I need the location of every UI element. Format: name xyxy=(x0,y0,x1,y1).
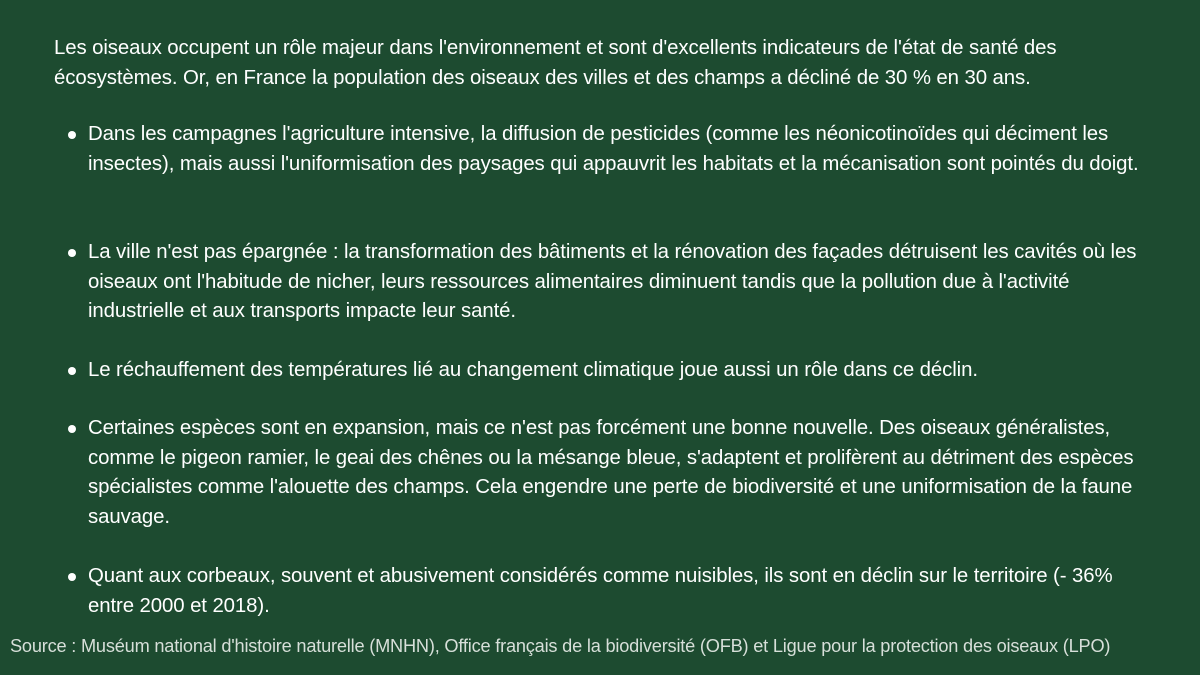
bullet-text: Dans les campagnes l'agriculture intensive, la diffusion de pesticides (comme les néonicotinoïdes qui déciment les insectes), mais aussi l'uniformisation des paysages qui appauvrit les habitats et la mécanisation sont pointés du doigt. xyxy=(88,123,1139,175)
bullet-dot-icon xyxy=(68,573,76,581)
bullet-dot-icon xyxy=(68,367,76,375)
bullet-item-countryside xyxy=(88,120,1163,179)
bullet-dot-icon xyxy=(68,249,76,257)
bullet-text: Quant aux corbeaux, souvent et abusivement considérés comme nuisibles, ils sont en déclin sur le territoire (- 36% entre 2000 et 2018). xyxy=(88,565,1113,617)
intro-paragraph: Les oiseaux occupent un rôle majeur dans l'environnement et sont d'excellents indicateurs de l'état de santé des écosystèmes. Or, en France la population des oiseaux des villes et des champs a décliné de 30 % en 30 ans. xyxy=(54,37,1057,89)
bullet-text: Le réchauffement des températures lié au changement climatique joue aussi un rôle dans ce déclin. xyxy=(88,359,978,381)
bullet-text: La ville n'est pas épargnée : la transformation des bâtiments et la rénovation des façades détruisent les cavités où les oiseaux ont l'habitude de nicher, leurs ressources alimentaires diminuent tandis que la pollution due à l'activité industrielle et aux transports impacte leur santé. xyxy=(88,241,1137,322)
bullet-dot-icon xyxy=(68,425,76,433)
bullet-item-climate xyxy=(88,356,1163,386)
bullet-item-crows xyxy=(88,562,1163,621)
bullet-item-species xyxy=(88,414,1163,532)
bullet-text: Certaines espèces sont en expansion, mais ce n'est pas forcément une bonne nouvelle. Des oiseaux généralistes, comme le pigeon ramier, le geai des chênes ou la mésange bleue, s'adaptent et prolifèrent au détriment des espèces spécialistes comme l'alouette des champs. Cela engendre une perte de biodiversité et une uniformisation de la faune sauvage. xyxy=(88,417,1134,528)
bullet-dot-icon xyxy=(68,131,76,139)
bullet-item-city xyxy=(88,238,1163,327)
source-citation: Source : Muséum national d'histoire naturelle (MNHN), Office français de la biodiversité (OFB) et Ligue pour la protection des oiseaux (LPO) xyxy=(10,636,1111,656)
